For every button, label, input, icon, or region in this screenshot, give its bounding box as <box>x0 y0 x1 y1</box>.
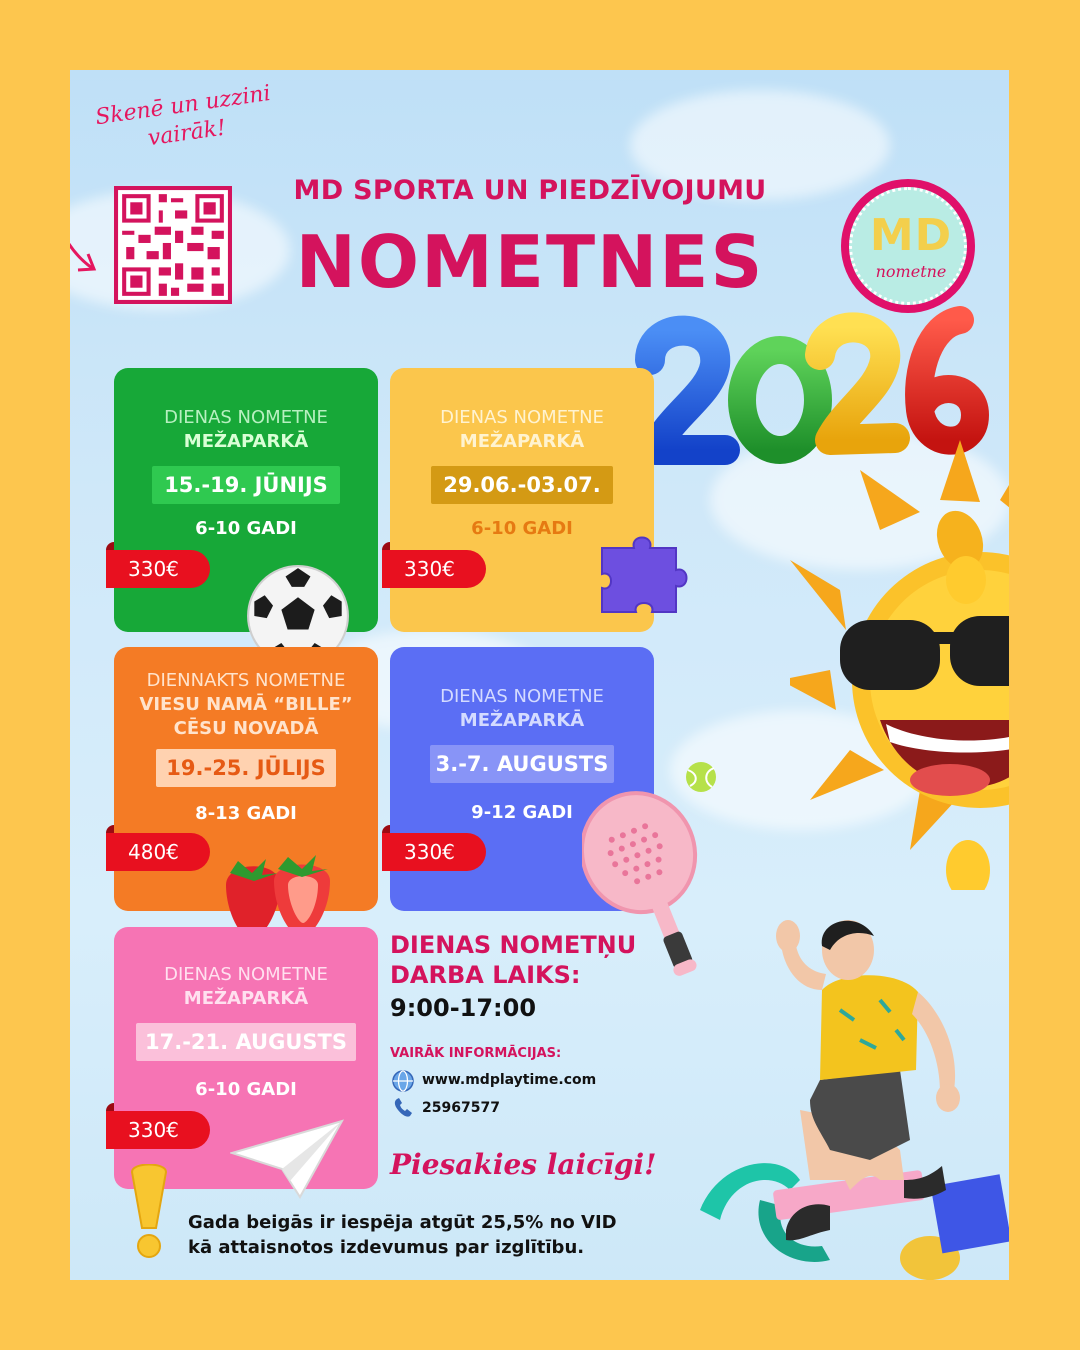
camp-card-3[interactable] <box>114 647 378 911</box>
header-title: NOMETNES <box>295 220 765 304</box>
camp-dates: 15.-19. JŪNIJS <box>152 466 340 504</box>
md-logo <box>841 179 975 313</box>
camp-place: MEŽAPARKĀ <box>459 710 585 731</box>
paper-plane-icon <box>230 1117 346 1201</box>
camp-dates: 17.-21. AUGUSTS <box>136 1023 356 1061</box>
logo-main: MD <box>869 210 953 261</box>
camp-type: DIENAS NOMETNE <box>164 407 328 428</box>
camp-type: DIENAS NOMETNE <box>164 964 328 985</box>
camp-price: 330€ <box>382 833 486 871</box>
qr-code-icon[interactable] <box>114 186 232 304</box>
camp-dates: 3.-7. AUGUSTS <box>430 745 614 783</box>
tax-refund-note: Gada beigās ir iespēja atgūt 25,5% no VID kā attaisnotos izdevumus par izglītību. <box>188 1212 617 1258</box>
arrow-icon <box>70 150 100 280</box>
camp-dates: 29.06.-03.07. <box>431 466 613 504</box>
camp-age: 6-10 GADI <box>195 1079 297 1100</box>
camp-place: MEŽAPARKĀ <box>183 988 309 1009</box>
camp-age: 8-13 GADI <box>195 803 297 824</box>
camp-age: 9-12 GADI <box>471 802 573 823</box>
camp-age: 6-10 GADI <box>471 518 573 539</box>
camp-type: DIENNAKTS NOMETNE <box>146 670 346 691</box>
camp-place: MEŽAPARKĀ <box>459 431 585 452</box>
camp-dates: 19.-25. JŪLIJS <box>156 749 336 787</box>
camp-place: VIESU NAMĀ “BILLE” <box>139 694 353 715</box>
header-subtitle: MD SPORTA UN PIEDZĪVOJUMU <box>293 175 767 206</box>
phone-number[interactable]: 25967577 <box>422 1100 500 1116</box>
camp-price: 330€ <box>382 550 486 588</box>
working-hours-title: DIENAS NOMETŅU DARBA LAIKS: <box>390 931 637 989</box>
phone-icon <box>392 1097 414 1119</box>
logo-sub: nometne <box>875 262 947 281</box>
camp-type: DIENAS NOMETNE <box>440 686 604 707</box>
camp-place: MEŽAPARKĀ <box>183 431 309 452</box>
camp-age: 6-10 GADI <box>195 518 297 539</box>
camp-price: 330€ <box>106 1111 210 1149</box>
working-hours: 9:00-17:00 <box>390 994 537 1022</box>
camp-place-region: CĒSU NOVADĀ <box>173 718 319 739</box>
camp-type: DIENAS NOMETNE <box>440 407 604 428</box>
signup-call: Piesakies laicīgi! <box>390 1148 657 1181</box>
exclamation-icon <box>126 1164 172 1260</box>
poster <box>70 70 1009 1280</box>
sun-icon <box>790 420 1009 890</box>
website-link[interactable]: www.mdplaytime.com <box>422 1072 597 1088</box>
camp-price: 330€ <box>106 550 210 588</box>
camp-card-5[interactable] <box>114 927 378 1189</box>
globe-icon <box>392 1070 414 1092</box>
scan-note: Skenē un uzzini vairāk! <box>93 80 273 152</box>
more-info-label: VAIRĀK INFORMĀCIJAS: <box>390 1046 562 1061</box>
camp-price: 480€ <box>106 833 210 871</box>
camp-card-1[interactable] <box>114 368 378 632</box>
running-boy-icon <box>690 880 1009 1280</box>
camp-card-2[interactable] <box>390 368 654 632</box>
puzzle-icon <box>596 530 692 618</box>
